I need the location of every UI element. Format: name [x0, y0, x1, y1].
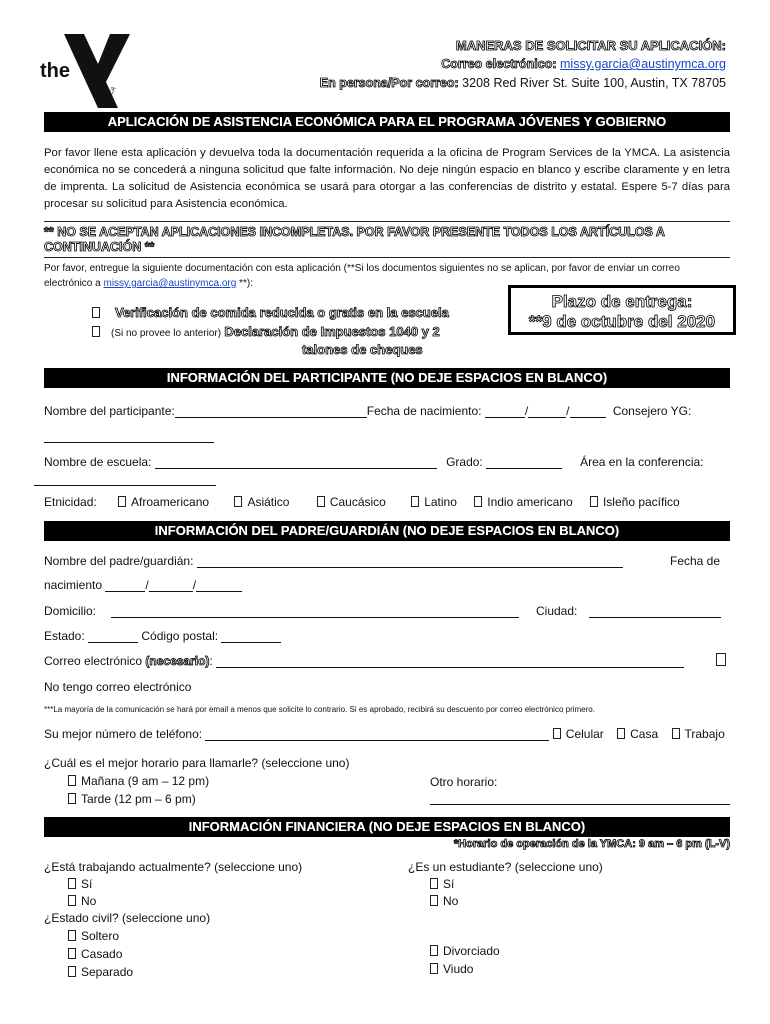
header-address: 3208 Red River St. Suite 100, Austin, TX 78705: [462, 76, 726, 90]
divider: [44, 221, 730, 222]
incomplete-notice: ** NO SE ACEPTAN APLICACIONES INCOMPLETAS. POR FAVOR PRESENTE TODOS LOS ARTÍCULOS A CONTINUACIÓN **: [44, 225, 665, 254]
participant-row-1: Nombre del participante: Fecha de nacimiento: / / Consejero YG:: [44, 404, 692, 418]
counselor-label: Consejero YG:: [612, 404, 692, 418]
eth-option: Isleño pacífico: [602, 495, 680, 509]
area-label: Área en la conferencia:: [580, 455, 704, 469]
header-email-line: [320, 55, 726, 74]
civil-label: Divorciado: [443, 944, 500, 958]
school-field[interactable]: [155, 468, 437, 469]
civil-checkbox[interactable]: [68, 966, 76, 977]
civil-checkbox[interactable]: [68, 948, 76, 959]
phone-checkbox[interactable]: [617, 728, 625, 739]
address-label: Domicilio:: [44, 604, 97, 618]
student-no-checkbox[interactable]: [430, 895, 438, 906]
deadline-box: [508, 285, 736, 335]
ethnicity-row: [44, 495, 680, 509]
student-question: ¿Es un estudiante? (seleccione uno): [408, 860, 603, 874]
student-yes-checkbox[interactable]: [430, 878, 438, 889]
work-no-checkbox[interactable]: [68, 895, 76, 906]
section-bar-participant: [44, 368, 730, 388]
eth-option: Afroamericano: [131, 495, 210, 509]
doc2-label-cont: talones de cheques: [302, 342, 423, 357]
header-address-line: [320, 74, 726, 93]
civil-label: Soltero: [81, 929, 120, 943]
state-label: Estado:: [44, 629, 85, 643]
guardian-row-3: [44, 604, 519, 618]
student-yes-label: Sí: [443, 877, 455, 891]
section-bar-financial: [44, 817, 730, 837]
city-label: Ciudad:: [536, 604, 578, 618]
eth-checkbox[interactable]: [317, 496, 325, 507]
phone-option: Celular: [565, 727, 604, 741]
eth-checkbox[interactable]: [118, 496, 126, 507]
civil-checkbox[interactable]: [430, 963, 438, 974]
civil-label: Casado: [81, 947, 123, 961]
phone-label: Su mejor número de teléfono:: [44, 727, 203, 741]
eth-option: Caucásico: [329, 495, 386, 509]
dob-month-field[interactable]: [485, 417, 525, 418]
call-option: [68, 774, 209, 788]
phone-field[interactable]: [205, 740, 549, 741]
deadline-label: Plazo de entrega:: [551, 292, 693, 311]
hours-note: *Horario de operación de la YMCA: 9 am – 6 pm (L-V): [453, 838, 730, 850]
address-field[interactable]: [111, 617, 519, 618]
civil-label: Separado: [81, 965, 134, 979]
phone-option: Casa: [630, 727, 659, 741]
area-line: [34, 472, 216, 486]
student-option-yes: [430, 877, 454, 891]
counselor-line: [44, 428, 214, 443]
civil-option: [430, 944, 500, 958]
bar4-text: INFORMACIÓN FINANCIERA (NO DEJE ESPACIOS EN BLANCO): [188, 819, 586, 834]
guardian-dob-label2: nacimiento: [44, 578, 103, 592]
guardian-name-label: Nombre del padre/guardián:: [44, 554, 194, 568]
section-bar-title: [44, 112, 730, 132]
phone-option: Trabajo: [684, 727, 725, 741]
logo-sub: YMCA: [103, 85, 118, 105]
state-field[interactable]: [88, 642, 138, 643]
participant-name-label: Nombre del participante:: [44, 404, 175, 418]
student-option-no: [430, 894, 458, 908]
header-title: MANERAS DE SOLICITAR SU APLICACIÓN:: [455, 38, 726, 53]
doc1-label: Verificación de comida reducida o gratis en la escuela: [115, 305, 449, 320]
guardian-dob-day[interactable]: [149, 591, 193, 592]
eth-option: Asiático: [247, 495, 290, 509]
grade-label: Grado:: [446, 455, 483, 469]
student-no-label: No: [443, 894, 459, 908]
doc1-checkbox[interactable]: [92, 307, 100, 318]
counselor-field[interactable]: [44, 428, 214, 443]
deadline-date: **9 de octubre del 2020: [528, 312, 716, 331]
header-block: [320, 36, 726, 93]
phone-row: [44, 727, 725, 741]
work-no-label: No: [81, 894, 97, 908]
no-email-checkbox-wrap: [716, 653, 731, 668]
logo-text: the: [40, 60, 70, 82]
civil-option: [68, 965, 133, 979]
work-question: ¿Está trabajando actualmente? (seleccione uno): [44, 860, 303, 874]
civil-option: [430, 962, 473, 976]
call-option-label: Mañana (9 am – 12 pm): [81, 774, 210, 788]
section-bar-guardian: [44, 521, 730, 541]
participant-name-field[interactable]: [175, 417, 367, 418]
eth-option: Latino: [424, 495, 457, 509]
school-label: Nombre de escuela:: [44, 455, 152, 469]
dob-day-field[interactable]: [528, 417, 566, 418]
civil-label: Viudo: [443, 962, 474, 976]
no-email-checkbox[interactable]: [716, 653, 726, 666]
phone-checkbox[interactable]: [672, 728, 680, 739]
eth-option: Indio americano: [487, 495, 573, 509]
doc2-checkbox[interactable]: [92, 326, 100, 337]
civil-checkbox[interactable]: [68, 930, 76, 941]
divider: [44, 257, 730, 258]
guardian-name-field[interactable]: [197, 567, 623, 568]
call-option-label: Tarde (12 pm – 6 pm): [81, 792, 196, 806]
guardian-row-2: nacimiento / /: [44, 578, 242, 592]
inperson-label: En persona/Por correo:: [319, 76, 459, 90]
docs-intro-text: Por favor, entregue la siguiente documentación con esta aplicación (**Si los documentos siguientes no se aplican, por favor de enviar un correo electrónico a: [44, 263, 680, 289]
bar3-text: INFORMACIÓN DEL PADRE/GUARDIÁN (NO DEJE ESPACIOS EN BLANCO): [154, 523, 620, 538]
area-field[interactable]: [34, 473, 216, 486]
zip-field[interactable]: [221, 642, 281, 643]
participant-row-2: [44, 455, 704, 469]
dob-year-field[interactable]: [570, 417, 606, 418]
call-option: [68, 792, 196, 806]
eth-checkbox[interactable]: [234, 496, 242, 507]
civil-option: [68, 929, 119, 943]
call-checkbox[interactable]: [68, 793, 76, 804]
email-required: (necesario): [145, 654, 210, 668]
civil-checkbox[interactable]: [430, 945, 438, 956]
call-question: ¿Cuál es el mejor horario para llamarle? (seleccione uno): [44, 756, 350, 770]
ethnicity-label: Etnicidad:: [44, 495, 97, 509]
guardian-dob-month[interactable]: [105, 591, 145, 592]
bar1-text: APLICACIÓN DE ASISTENCIA ECONÓMICA PARA EL PROGRAMA JÓVENES Y GOBIERNO: [107, 114, 667, 129]
work-yes-checkbox[interactable]: [68, 878, 76, 889]
work-yes-label: Sí: [81, 877, 93, 891]
guardian-dob-label1: Fecha de: [670, 554, 721, 568]
intro-paragraph: Por favor llene esta aplicación y devuelva toda la documentación requerida a la oficina de Program Services de la YMCA. La asistencia económica no se concederá a ninguna solicitud que falte información. No deje ningún espacio en blanco y escribe claramente y en letra de imprenta. La solicitud de Asistencia económica se usará para otorgar a las conferencias de distrito y estatal. Espere 5-7 días para procesar su solicitud para Asistencia económica.: [44, 147, 730, 210]
ymca-logo: [40, 30, 140, 110]
work-option-no: [68, 894, 96, 908]
bar2-text: INFORMACIÓN DEL PARTICIPANTE (NO DEJE ESPACIOS EN BLANCO): [166, 370, 608, 385]
eth-checkbox[interactable]: [474, 496, 482, 507]
doc-item-1: [92, 305, 449, 320]
comm-note: ***La mayoría de la comunicación se hará por email a menos que solicite lo contrario. Si es aprobado, recibirá su descuento por correo electrónico primero.: [44, 705, 595, 714]
guardian-row-5: Correo electrónico (necesario):: [44, 654, 684, 668]
city-group: [536, 604, 721, 618]
eth-checkbox[interactable]: [590, 496, 598, 507]
guardian-row-4: [44, 629, 281, 643]
zip-label: Código postal:: [141, 629, 219, 643]
grade-field[interactable]: [486, 468, 562, 469]
no-email-label: No tengo correo electrónico: [44, 680, 192, 694]
civil-question: ¿Estado civil? (seleccione uno): [44, 911, 211, 925]
city-field[interactable]: [589, 617, 721, 618]
civil-option: [68, 947, 122, 961]
guardian-row-1: [44, 554, 623, 568]
participant-dob-label: Fecha de nacimiento:: [366, 404, 482, 418]
email-field[interactable]: [216, 667, 684, 668]
work-option-yes: [68, 877, 92, 891]
header-email-link[interactable]: missy.garcia@austinymca.org: [560, 57, 726, 71]
email-label: Correo electrónico: [44, 654, 143, 668]
phone-checkbox[interactable]: [553, 728, 561, 739]
other-time-field[interactable]: [430, 790, 730, 805]
call-checkbox[interactable]: [68, 775, 76, 786]
other-time-label: Otro horario:: [430, 775, 498, 789]
docs-intro-end: **):: [236, 278, 253, 289]
doc2-label: Declaración de Impuestos 1040 y 2: [224, 324, 440, 339]
doc2-note: (Si no provee lo anterior): [111, 328, 222, 339]
docs-email-link[interactable]: missy.garcia@austinymca.org: [103, 278, 237, 289]
guardian-dob-year[interactable]: [196, 591, 242, 592]
email-label: Correo electrónico:: [441, 57, 557, 71]
eth-checkbox[interactable]: [411, 496, 419, 507]
doc-item-2: [92, 324, 440, 339]
